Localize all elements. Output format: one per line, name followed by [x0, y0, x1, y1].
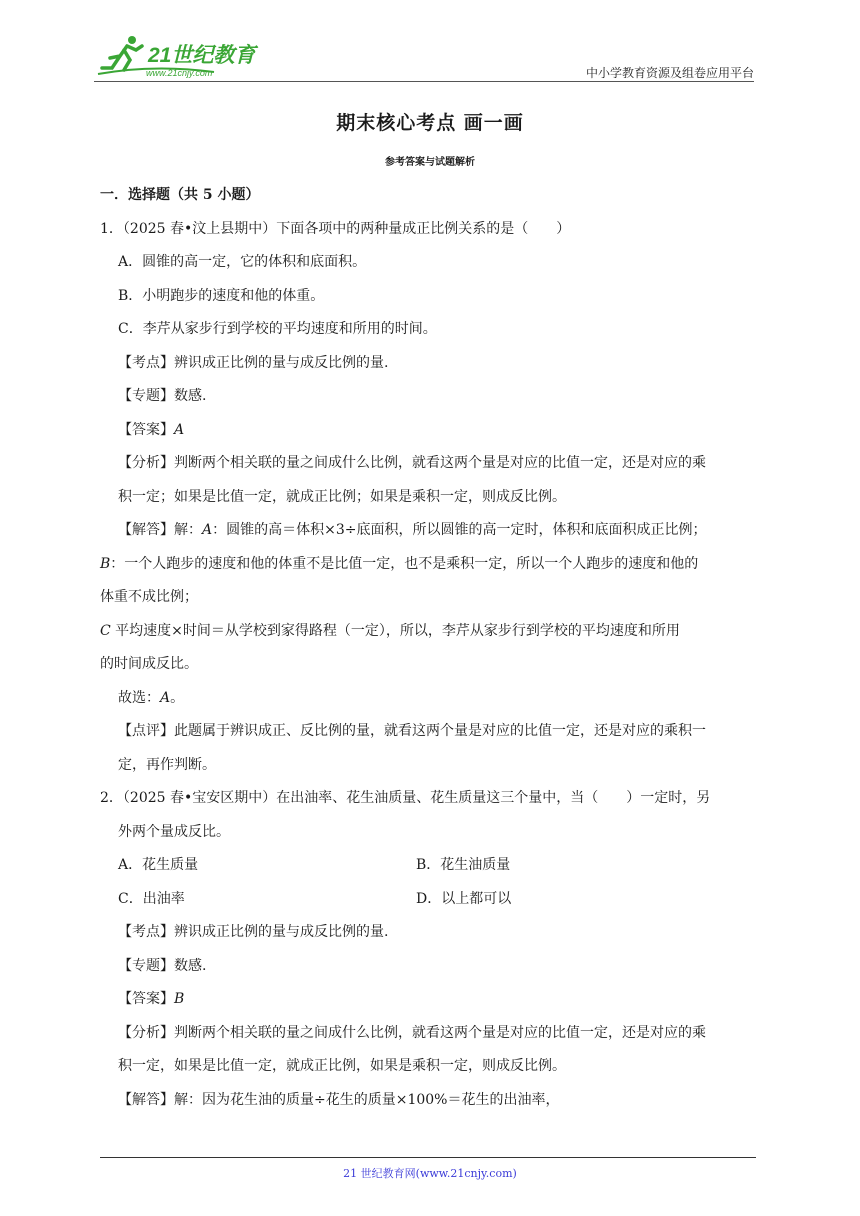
q1-zhuanti: 【专题】数感.	[118, 388, 207, 404]
q2-option-b: B．花生油质量	[416, 857, 511, 873]
q2-option-c: C．出油率	[118, 890, 185, 907]
gu-value: A	[160, 689, 171, 706]
page-subtitle: 参考答案与试题解析	[385, 157, 475, 168]
q2-stem-line1: 2．（2025 春•宝安区期中）在出油率、花生油质量、花生质量这三个量中，当（ ）一定时，另	[100, 790, 711, 806]
q2-stem-line2: 外两个量成反比。	[118, 823, 230, 840]
q1-stem: 1．（2025 春•汶上县期中）下面各项中的两种量成正比例关系的是（ ）	[100, 220, 571, 237]
page-title: 期末核心考点 画一画	[336, 112, 524, 134]
q1-jieda-line3: 体重不成比例；	[100, 589, 198, 605]
q1-option-c: C．李芹从家步行到学校的平均速度和所用的时间。	[118, 321, 437, 337]
q1-kaodian: 【考点】辨识成正比例的量与成反比例的量.	[118, 354, 389, 371]
logo-url: www.21cnjy.com	[146, 68, 213, 78]
answer-value: A	[174, 421, 185, 438]
q2-fenxi-line2: 积一定，如果是比值一定，就成正比例，如果是乘积一定，则成反比例。	[118, 1058, 566, 1074]
q2-fenxi-line1: 【分析】判断两个相关联的量之间成什么比例，就看这两个量是对应的比值一定，还是对应的乘	[118, 1024, 706, 1041]
q1-jieda-line2	[100, 553, 762, 587]
jieda-text: ：圆锥的高＝体积×3÷底面积，所以圆锥的高一定时，体积和底面积成正比例；	[212, 522, 707, 538]
answer-label: 【答案】	[118, 421, 174, 438]
q2-options-row1	[100, 854, 762, 888]
jieda-text: 平均速度×时间＝从学校到家得路程（一定），所以，李芹从家步行到学校的平均速度和所用	[110, 622, 680, 639]
q1-fenxi-line2: 积一定；如果是比值一定，就成正比例；如果是乘积一定，则成反比例。	[118, 488, 566, 505]
answer-label: 【答案】	[118, 991, 174, 1007]
gu-end: 。	[170, 689, 185, 706]
document-body	[100, 184, 762, 1122]
q1-jieda-line1	[100, 519, 762, 553]
jieda-label: 【解答】解：	[118, 522, 202, 538]
q1-gu	[100, 687, 762, 721]
logo-text: 21世纪教育	[148, 44, 256, 67]
q1-jieda-line5: 的时间成反比。	[100, 656, 198, 672]
q1-option-b: B．小明跑步的速度和他的体重。	[118, 287, 325, 304]
gu-label: 故选：	[118, 689, 160, 706]
section-heading: 一．选择题（共 5 小题）	[100, 187, 260, 203]
platform-name: 中小学教育资源及组卷应用平台	[585, 66, 754, 80]
q1-option-a: A．圆锥的高一定，它的体积和底面积。	[118, 254, 367, 270]
q1-fenxi-line1: 【分析】判断两个相关联的量之间成什么比例，就看这两个量是对应的比值一定，还是对应的乘	[118, 455, 706, 471]
answer-value: B	[174, 991, 185, 1007]
q2-options-row2	[100, 888, 762, 922]
footer-rule	[100, 1157, 756, 1158]
q2-kaodian: 【考点】辨识成正比例的量与成反比例的量.	[118, 924, 389, 940]
q2-option-d: D．以上都可以	[416, 890, 512, 907]
jieda-b: B	[100, 555, 111, 572]
jieda-text: ：一个人跑步的速度和他的体重不是比值一定，也不是乘积一定，所以一个人跑步的速度和他的	[110, 555, 699, 572]
header-rule	[94, 81, 754, 82]
jieda-c: C	[100, 622, 111, 639]
q1-dianping-line1: 【点评】此题属于辨识成正、反比例的量，就看这两个量是对应的比值一定，还是对应的乘积一	[118, 723, 706, 739]
jieda-a: A	[202, 522, 213, 538]
q1-answer	[100, 419, 762, 453]
runner-icon	[102, 46, 142, 70]
q1-jieda-line4	[100, 620, 762, 654]
q2-option-a: A．花生质量	[118, 857, 199, 873]
q2-answer	[100, 988, 762, 1022]
footer-link[interactable]: 21 世纪教育网(www.21cnjy.com)	[343, 1167, 517, 1180]
q1-dianping-line2: 定，再作判断。	[118, 756, 216, 773]
q2-jieda-line1: 【解答】解：因为花生油的质量÷花生的质量×100%＝花生的出油率，	[118, 1091, 560, 1108]
logo-21cnjy	[94, 34, 264, 78]
runner-head-icon	[128, 36, 136, 44]
page-header	[94, 30, 754, 80]
q2-zhuanti: 【专题】数感.	[118, 957, 207, 974]
